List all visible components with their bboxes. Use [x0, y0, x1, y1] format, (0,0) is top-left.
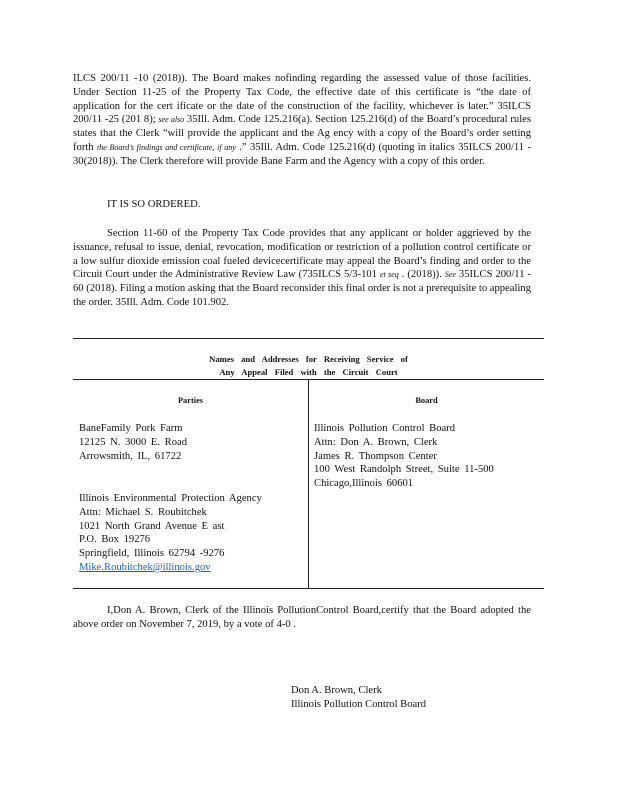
paragraph-text: Section 11-60 of the Property Tax Code provides that any applicant or holder aggrieved by the issuance, refusal to issue, denial, revocation, modification or restriction of a pollution control certificate or a low sulfur dioxide emission coal fueled devicecertificate may appeal the Board’s finding and order to the Circuit Court under the Administrative Review Law (735ILCS 5/3-101	[73, 228, 531, 281]
it-is-so-ordered: IT IS SO ORDERED.	[107, 199, 201, 210]
column-header-parties: Parties	[177, 396, 204, 405]
address-line: Springfield, Illinois 62794 -9276	[79, 548, 225, 560]
party-address-iepa	[79, 492, 262, 575]
address-line: James R. Thompson Center	[314, 450, 437, 462]
address-line: 100 West Randolph Street, Suite 11-500	[314, 464, 494, 476]
table-column-divider	[308, 379, 309, 589]
paragraph-board-findings	[73, 72, 531, 169]
paragraph-text: 35Ill. Adm. Code 125.216(a). Section 125.216(d) of the Board’s procedural rules states that the Clerk “will provide the applicant and the Ag ency with a copy of the Board’s order setting forth	[73, 114, 531, 153]
board-address	[314, 422, 494, 491]
paragraph-appeal-rights	[73, 227, 531, 310]
signature-name: Don A. Brown, Clerk	[291, 685, 382, 696]
party-address-bane-farm	[79, 422, 187, 463]
paragraph-text: 35ILCS 200/11 - 60 (2018). Filing a motion asking that the Board reconsider this final order is not a prerequisite to appealing the order. 35Ill. Adm. Code 101.902.	[73, 269, 532, 308]
table-top-rule	[73, 338, 544, 339]
clerk-certification: I,Don A. Brown, Clerk of the Illinois PollutionControl Board,certify that the Board adopted the above order on November 7, 2019, by a vote of 4-0 .	[73, 605, 531, 630]
email-link[interactable]: Mike.Roubitchek@illinois.gov	[79, 561, 211, 573]
address-line: Arrowsmith, IL, 61722	[79, 450, 182, 462]
paragraph-text: ILCS 200/11 -10 (2018)). The Board makes nofinding regarding the assessed value of those facilities. Under Section 11-25 of the Property Tax Code, the effective date of this certificate is “the date of application for the cert ificate or the date of the construction of the facility, whichever is later.” 35ILCS 200/11 -25 (201 8);	[73, 73, 531, 126]
italic-signal: See	[444, 270, 456, 280]
italic-citation: see also	[158, 115, 185, 125]
italic-citation: et seq	[380, 270, 399, 280]
paragraph-text: .” 35Ill. Adm. Code 125.216(d) (quoting in italics 35ILCS 200/11 - 30(2018)). The Clerk therefore will provide Bane Farm and the Agency with a copy of this order.	[73, 141, 531, 167]
address-line: P.O. Box 19276	[79, 534, 151, 546]
column-header-board: Board	[415, 396, 438, 405]
service-heading-line: Names and Addresses for Receiving Service of	[209, 354, 408, 364]
address-line: BaneFamily Pork Farm	[79, 423, 183, 434]
table-bottom-rule	[73, 588, 544, 589]
paragraph-text: . (2018)).	[398, 269, 445, 281]
address-line: Illinois Pollution Control Board	[314, 423, 456, 434]
italic-quotation: the Board’s findings and certificate, if any	[96, 142, 236, 152]
service-table-heading	[73, 353, 544, 379]
address-line: Chicago,Illinois 60601	[314, 478, 414, 490]
address-line: Attn: Don A. Brown, Clerk	[314, 436, 438, 448]
address-line: 12125 N. 3000 E. Road	[79, 436, 188, 448]
signature-organization: Illinois Pollution Control Board	[291, 698, 427, 710]
address-line: Attn: Michael S. Roubitchek	[79, 506, 207, 518]
service-heading-line: Any Appeal Filed with the Circuit Court	[219, 367, 398, 377]
signature-block	[291, 684, 426, 712]
address-line: 1021 North Grand Avenue E ast	[79, 520, 225, 532]
address-line: Illinois Environmental Protection Agency	[79, 493, 262, 504]
